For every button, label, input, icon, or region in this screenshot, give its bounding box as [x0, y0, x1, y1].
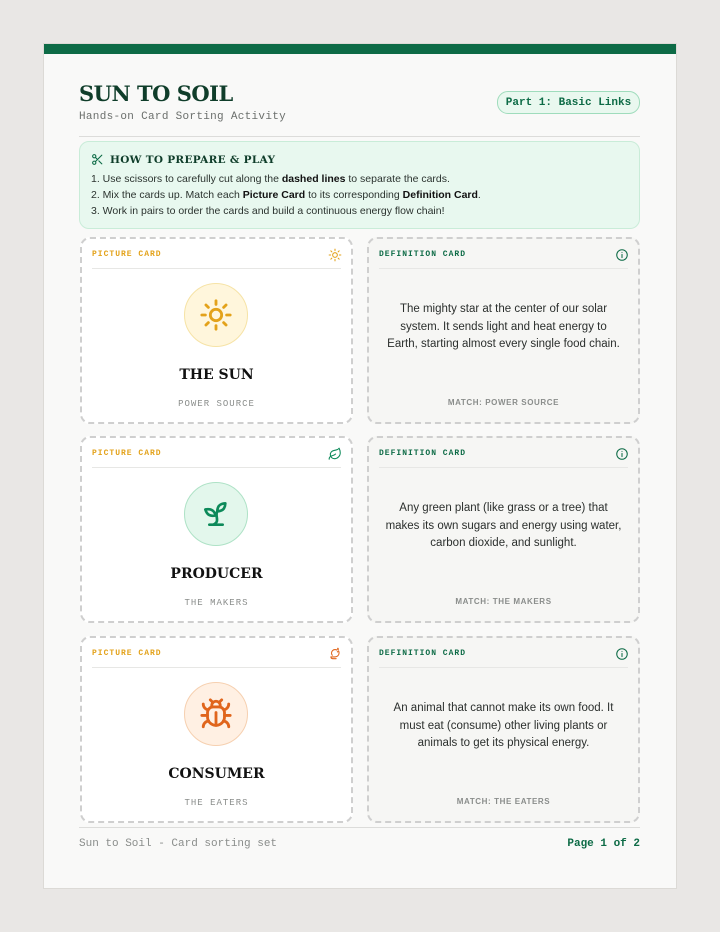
sun-icon: [328, 248, 342, 262]
card-type-label: DEFINITION CARD: [379, 449, 467, 458]
instruction-step: 2. Mix the cards up. Match each Picture Card to its corresponding Definition Card.: [91, 189, 481, 201]
instructions-list: [91, 171, 481, 219]
footer-set-name: Sun to Soil - Card sorting set: [79, 838, 278, 850]
sun-icon: [199, 298, 233, 332]
card-tag: THE MAKERS: [184, 598, 249, 608]
squirrel-icon: [328, 647, 342, 661]
definition-card-consumer[interactable]: [367, 636, 640, 823]
worksheet-page: [44, 44, 676, 888]
card-tag: THE EATERS: [184, 798, 249, 808]
info-icon: [615, 248, 629, 262]
card-title: PRODUCER: [170, 566, 263, 582]
icon-circle: [184, 283, 248, 347]
icon-circle: [184, 682, 248, 746]
instructions-box: [79, 141, 640, 229]
card-divider: [92, 467, 341, 468]
card-divider: [92, 667, 341, 668]
picture-card-producer[interactable]: [80, 436, 353, 623]
match-hint: MATCH: THE EATERS: [456, 797, 551, 806]
card-tag: POWER SOURCE: [178, 399, 255, 409]
card-type-label: DEFINITION CARD: [379, 250, 467, 259]
match-hint: MATCH: THE MAKERS: [455, 597, 552, 606]
card-title: CONSUMER: [168, 766, 265, 782]
leaf-icon: [328, 447, 342, 461]
part-badge: Part 1: Basic Links: [497, 91, 640, 114]
sprout-icon: [200, 498, 232, 530]
match-hint: MATCH: POWER SOURCE: [447, 398, 560, 407]
instruction-step: 3. Work in pairs to order the cards and build a continuous energy flow chain!: [91, 205, 445, 217]
page-number: Page 1 of 2: [567, 838, 640, 850]
card-divider: [379, 268, 628, 269]
scissors-icon: [91, 153, 104, 166]
card-type-label: PICTURE CARD: [92, 649, 162, 658]
definition-text: The mighty star at the center of our solar system. It sends light and heat energy to Earth, starting almost every single food chain.: [387, 303, 620, 350]
card-type-label: PICTURE CARD: [92, 449, 162, 458]
definition-card-sun[interactable]: [367, 237, 640, 424]
info-icon: [615, 447, 629, 461]
info-icon: [615, 647, 629, 661]
card-type-label: PICTURE CARD: [92, 250, 162, 259]
definition-text: Any green plant (like grass or a tree) that makes its own sugars and energy using water, carbon dioxide, and sunlight.: [385, 502, 622, 549]
top-accent-bar: [44, 44, 676, 54]
definition-card-producer[interactable]: [367, 436, 640, 623]
footer-divider: [79, 827, 640, 828]
instructions-title: HOW TO PREPARE & PLAY: [110, 153, 276, 166]
picture-card-sun[interactable]: [80, 237, 353, 424]
card-divider: [379, 467, 628, 468]
header-divider: [79, 136, 640, 137]
icon-circle: [184, 482, 248, 546]
instructions-heading: [91, 153, 275, 166]
page-title: SUN TO SOIL: [79, 81, 233, 106]
picture-card-consumer[interactable]: [80, 636, 353, 823]
card-type-label: DEFINITION CARD: [379, 649, 467, 658]
page-subtitle: Hands-on Card Sorting Activity: [79, 111, 287, 123]
bug-icon: [199, 697, 233, 731]
instruction-step: 1. Use scissors to carefully cut along the dashed lines to separate the cards.: [91, 173, 450, 185]
definition-text: An animal that cannot make its own food. It must eat (consume) other living plants or animals to get its physical energy.: [393, 702, 614, 749]
card-title: THE SUN: [179, 367, 254, 383]
card-divider: [379, 667, 628, 668]
card-divider: [92, 268, 341, 269]
